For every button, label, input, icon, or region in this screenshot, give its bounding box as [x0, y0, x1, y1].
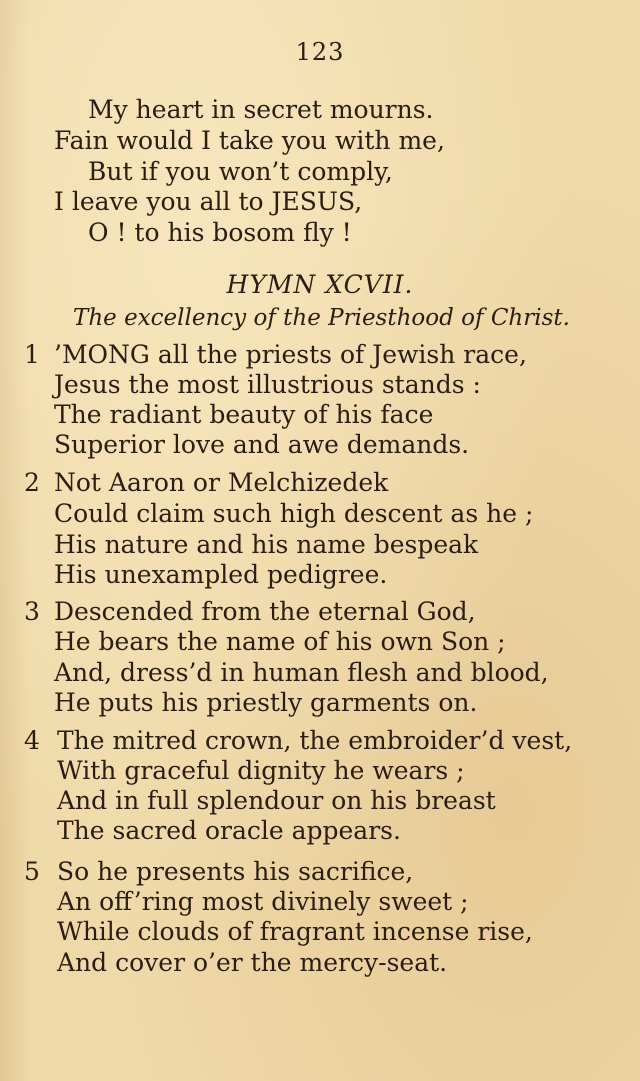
hymn-subtitle: The excellency of the Priesthood of Christ. [73, 305, 570, 331]
verse-line: I leave you all to JESUS, [54, 187, 363, 216]
verse-line: The sacred oracle appears. [57, 816, 401, 845]
verse-line: My heart in secret mourns. [88, 95, 434, 124]
stanza-number: 4 [24, 726, 40, 755]
stanza-number: 5 [24, 857, 40, 886]
verse-line: ’MONG all the priests of Jewish race, [54, 340, 527, 369]
verse-line: Descended from the eternal God, [54, 597, 476, 626]
stanza-number: 1 [24, 340, 40, 369]
verse-line: O ! to his bosom fly ! [88, 218, 352, 247]
verse-line: So he presents his sacrifice, [57, 857, 414, 886]
verse-line: The mitred crown, the embroider’d vest, [57, 726, 573, 755]
verse-line: He bears the name of his own Son ; [54, 627, 506, 656]
stanza-number: 2 [24, 468, 40, 497]
stanza-number: 3 [24, 597, 40, 626]
verse-line: His nature and his name bespeak [54, 530, 479, 559]
verse-line: Superior love and awe demands. [54, 430, 470, 459]
verse-line: Not Aaron or Melchizedek [54, 468, 389, 497]
hymn-title: HYMN XCVII. [226, 270, 414, 299]
verse-line: Fain would I take you with me, [54, 126, 445, 155]
verse-line: And in full splendour on his breast [57, 786, 496, 815]
verse-line: His unexampled pedigree. [54, 560, 388, 589]
verse-line: Could claim such high descent as he ; [54, 499, 534, 528]
verse-line: Jesus the most illustrious stands : [54, 370, 481, 399]
verse-line: He puts his priestly garments on. [54, 688, 478, 717]
verse-line: The radiant beauty of his face [54, 400, 434, 429]
verse-line: But if you won’t comply, [88, 157, 393, 186]
verse-line: And cover o’er the mercy-seat. [57, 948, 448, 977]
page-number: 123 [295, 38, 345, 66]
verse-line: With graceful dignity he wears ; [57, 756, 465, 785]
verse-line: While clouds of fragrant incense rise, [57, 917, 533, 946]
verse-line: And, dress’d in human flesh and blood, [54, 658, 549, 687]
verse-line: An off’ring most divinely sweet ; [57, 887, 469, 916]
